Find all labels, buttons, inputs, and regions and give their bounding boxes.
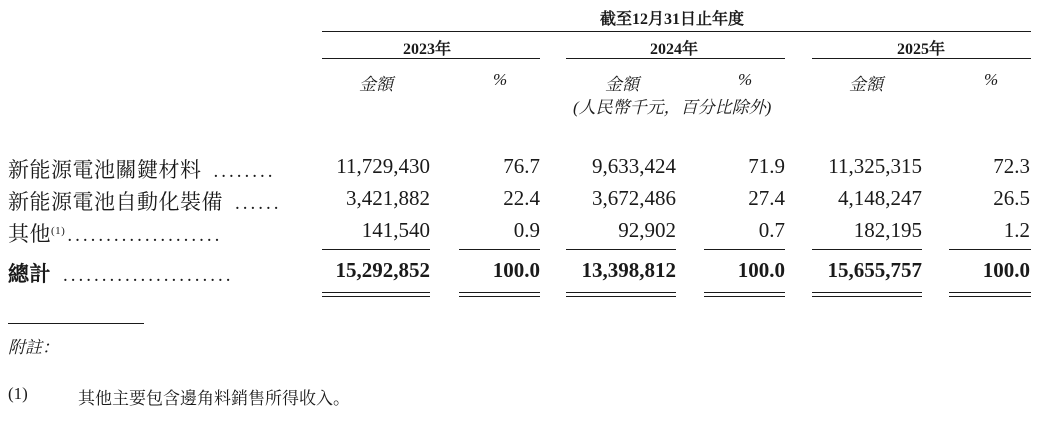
- amount-header-2025: 金額: [849, 75, 883, 94]
- total-double-rule-2024-amount-b: [566, 296, 676, 297]
- cell-total-2025-amount: 15,655,757: [827, 258, 922, 282]
- cell-materials-2025-percent: 72.3: [993, 154, 1030, 178]
- cell-equipment-2023-amount: 3,421,882: [346, 186, 430, 210]
- cell-equipment-2024-amount: 3,672,486: [592, 186, 676, 210]
- cell-others-2025-percent: 1.2: [1003, 218, 1030, 242]
- cell-materials-2025-amount: 11,325,315: [828, 154, 922, 178]
- subtotal-rule-2023-amount: [322, 249, 430, 250]
- period-heading: 截至12月31日止年度: [600, 11, 745, 28]
- total-double-rule-2025-amount-b: [812, 296, 922, 297]
- row-label-automation-equipment: 新能源電池自動化裝備 ......: [8, 190, 282, 214]
- cell-equipment-2024-percent: 27.4: [748, 186, 785, 210]
- percent-header-2024: %: [738, 70, 753, 89]
- year-2025: 2025年: [897, 41, 946, 58]
- cell-materials-2024-amount: 9,633,424: [592, 154, 676, 178]
- cell-others-2024-percent: 0.7: [758, 218, 785, 242]
- year-2023: 2023年: [403, 41, 452, 58]
- row-label-others: 其他$^{(1)}$ ....................: [8, 222, 223, 246]
- footnote-ref-1: (1): [51, 225, 66, 237]
- cell-equipment-2025-percent: 26.5: [993, 186, 1030, 210]
- cell-total-2023-amount: 15,292,852: [335, 258, 430, 282]
- total-double-rule-2023-amount-a: [322, 292, 430, 293]
- total-double-rule-2024-amount-a: [566, 292, 676, 293]
- total-double-rule-2025-percent-a: [949, 292, 1031, 293]
- total-double-rule-2023-amount-b: [322, 296, 430, 297]
- total-double-rule-2025-percent-b: [949, 296, 1031, 297]
- notes-heading: 附註：: [8, 338, 59, 357]
- percent-header-2025: %: [984, 70, 999, 89]
- subtotal-rule-2025-amount: [812, 249, 922, 250]
- amount-header-2024: 金額: [605, 75, 639, 94]
- cell-others-2023-amount: 141,540: [361, 218, 430, 242]
- cell-others-2025-amount: 182,195: [853, 218, 922, 242]
- row-label-key-materials: 新能源電池關鍵材料 ........: [8, 158, 276, 182]
- cell-materials-2023-amount: 11,729,430: [336, 154, 430, 178]
- note-1-marker: (1): [8, 384, 28, 403]
- header-rule-top: [322, 31, 1031, 32]
- amount-header-2023: 金額: [359, 75, 393, 94]
- year-2023-rule: [322, 58, 540, 59]
- note-1-text: 其他主要包含邊角料銷售所得收入。: [78, 389, 350, 408]
- total-double-rule-2025-amount-a: [812, 292, 922, 293]
- notes-separator: [8, 323, 144, 324]
- cell-materials-2024-percent: 71.9: [748, 154, 785, 178]
- percent-header-2023: %: [493, 70, 508, 89]
- total-double-rule-2024-percent-a: [704, 292, 785, 293]
- subtotal-rule-2024-amount: [566, 249, 676, 250]
- cell-equipment-2025-amount: 4,148,247: [838, 186, 922, 210]
- unit-note: (人民幣千元，百分比除外): [573, 98, 772, 117]
- cell-others-2023-percent: 0.9: [513, 218, 540, 242]
- year-2024: 2024年: [650, 41, 699, 58]
- subtotal-rule-2024-percent: [704, 249, 785, 250]
- year-2025-rule: [812, 58, 1031, 59]
- subtotal-rule-2025-percent: [949, 249, 1031, 250]
- cell-total-2024-percent: 100.0: [737, 258, 785, 282]
- total-double-rule-2023-percent-a: [459, 292, 540, 293]
- cell-others-2024-amount: 92,902: [618, 218, 676, 242]
- row-label-total: 總計 ......................: [8, 262, 234, 286]
- cell-total-2023-percent: 100.0: [492, 258, 540, 282]
- cell-equipment-2023-percent: 22.4: [503, 186, 540, 210]
- cell-total-2024-amount: 13,398,812: [581, 258, 676, 282]
- cell-materials-2023-percent: 76.7: [503, 154, 540, 178]
- total-double-rule-2024-percent-b: [704, 296, 785, 297]
- year-2024-rule: [566, 58, 785, 59]
- total-double-rule-2023-percent-b: [459, 296, 540, 297]
- subtotal-rule-2023-percent: [459, 249, 540, 250]
- cell-total-2025-percent: 100.0: [982, 258, 1030, 282]
